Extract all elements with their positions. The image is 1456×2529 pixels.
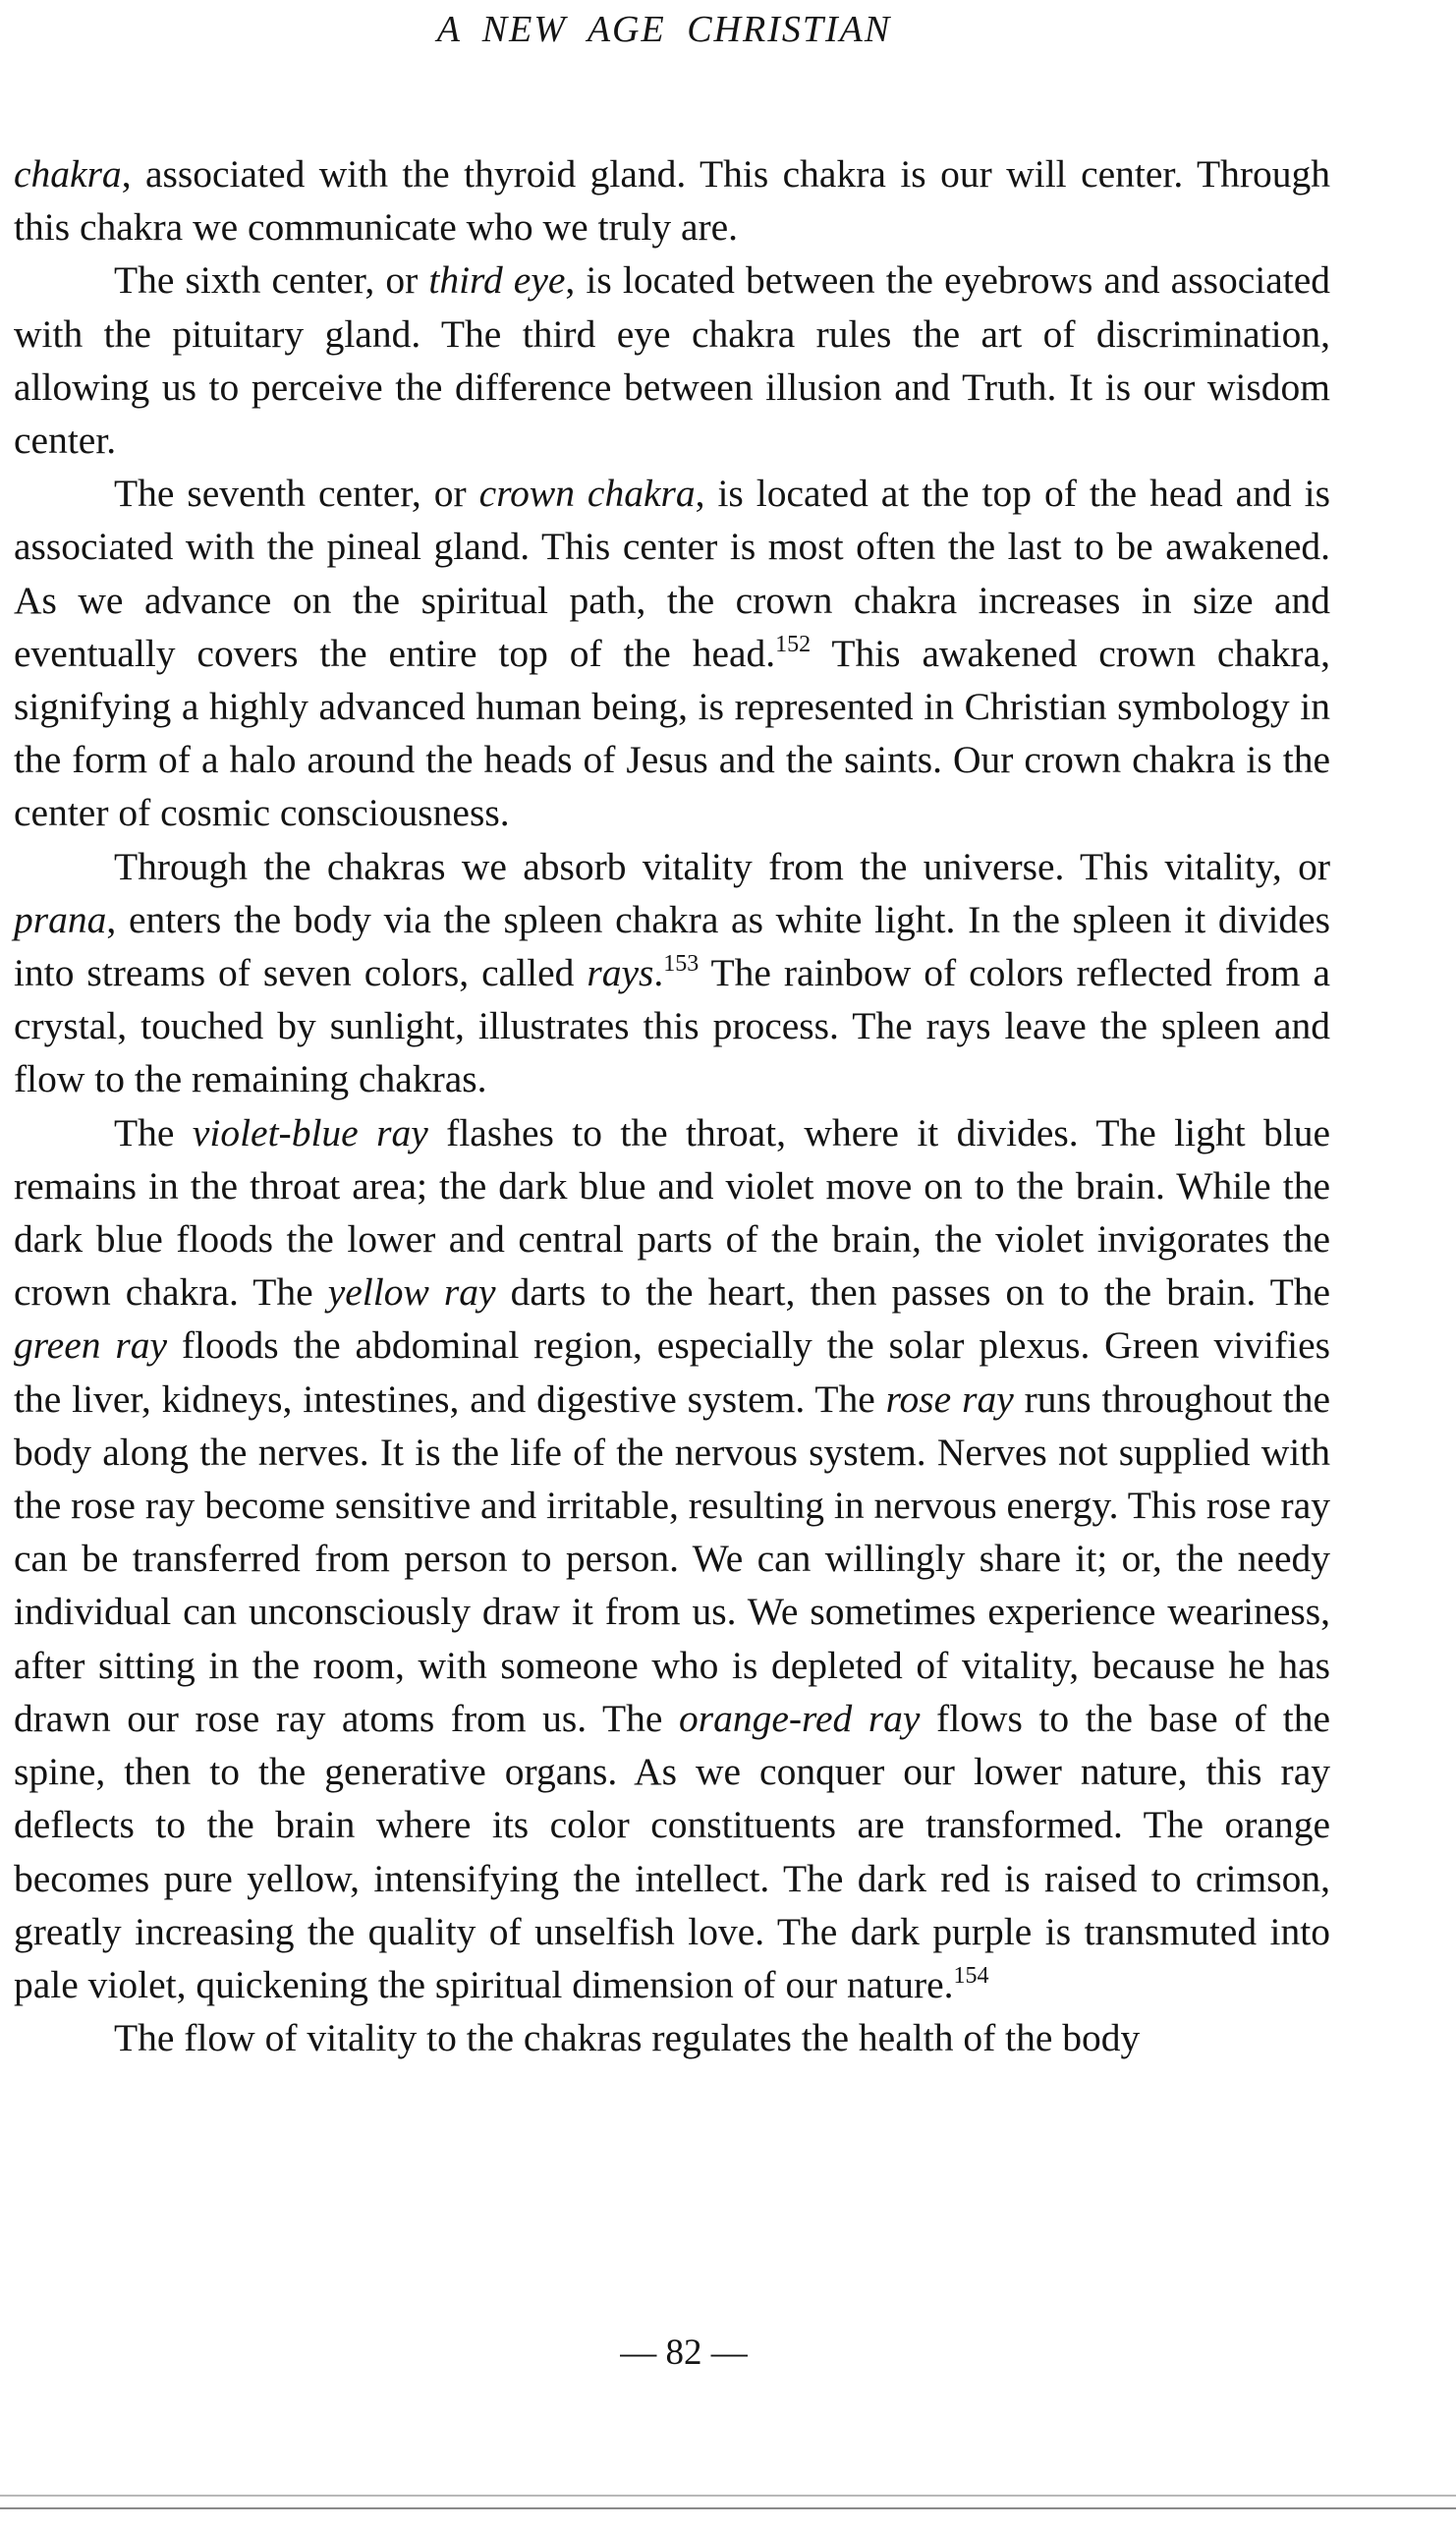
text-run: The flow of vitality to the chakras regulates the health of the body xyxy=(114,2016,1141,2060)
paragraph xyxy=(14,147,1330,253)
text-run: This awakened crown chakra, signifying a highly advanced human being, is represented in Christian symbology in the form of a halo around the heads of Jesus and the saints. Our crown chakra is the center of cosmic consciousness. xyxy=(14,631,1330,835)
text-run: , associated with the thyroid gland. This chakra is our will center. Through this chakra we communicate who we truly are. xyxy=(14,152,1330,250)
emphasized-term: green ray xyxy=(14,1323,167,1368)
scan-edge-line xyxy=(0,2495,1456,2497)
footnote-reference: 153 xyxy=(663,951,700,978)
text-run: , enters the body via the spleen chakra as white light. In the spleen it divides into streams of seven colors, called xyxy=(14,897,1330,995)
text-run: flashes to the throat, where it divides. The light blue remains in the throat area; the dark blue and violet move on to the brain. While the dark blue floods the lower and central parts of the brain, the violet invigorates the crown chakra. The xyxy=(14,1110,1330,1315)
emphasized-term: rays xyxy=(587,951,654,995)
paragraph xyxy=(14,2011,1330,2064)
paragraph xyxy=(14,840,1330,1106)
text-run: The xyxy=(114,1110,193,1154)
text-run: , is located between the eyebrows and associated with the pituitary gland. The third eye chakra rules the art of discrimination, allowing us to perceive the difference between illusion and Truth. It is our wisdom center. xyxy=(14,258,1330,463)
text-run: The rainbow of colors reflected from a crystal, touched by sunlight, illustrates this process. The rays leave the spleen and flow to the remaining chakras. xyxy=(14,951,1330,1101)
text-run: flows to the base of the spine, then to the generative organs. As we conquer our lower nature, this ray deflects to the brain where its color constituents are transformed. The orange becomes pure yellow, intensifying the intellect. The dark red is raised to crimson, greatly increasing the quality of unselfish love. The dark purple is transmuted into pale violet, quickening the spiritual dimension of our nature. xyxy=(14,1696,1331,2006)
paragraph xyxy=(14,253,1330,467)
emphasized-term: prana xyxy=(14,897,107,941)
text-run: The sixth center, or xyxy=(114,258,429,303)
running-head: A NEW AGE CHRISTIAN xyxy=(436,9,892,50)
emphasized-term: orange-red ray xyxy=(679,1696,921,1740)
emphasized-term: crown chakra xyxy=(478,472,696,516)
emphasized-term: chakra xyxy=(14,152,122,196)
text-run: . xyxy=(653,951,664,995)
footnote-reference: 154 xyxy=(953,1962,989,1989)
text-run: runs throughout the body along the nerves. It is the life of the nervous system. Nerves not supplied with the rose ray become sensitive and irritable, resulting in nervous energy. This rose ray can be transferred from person to person. We can willingly share it; or, the needy individual can unconsciously draw it from us. We sometimes experience weariness, after sitting in the room, with someone who is depleted of vitality, because he has drawn our rose ray atoms from us. The xyxy=(14,1377,1330,1740)
text-run: Through the chakras we absorb vitality from the universe. This vitality, or xyxy=(114,844,1330,888)
emphasized-term: yellow ray xyxy=(327,1270,496,1315)
emphasized-term: violet-blue ray xyxy=(192,1110,428,1154)
emphasized-term: rose ray xyxy=(885,1377,1014,1421)
text-run: , is located at the top of the head and is associated with the pineal gland. This center is most often the last to be awakened. As we advance on the spiritual path, the crown chakra increases in size and eventually covers the entire top of the head. xyxy=(14,472,1330,675)
emphasized-term: third eye xyxy=(428,258,566,303)
text-run: floods the abdominal region, especially the solar plexus. Green vivifies the liver, kidneys, intestines, and digestive system. The xyxy=(14,1323,1331,1421)
page-number: — 82 — xyxy=(620,2332,748,2373)
paragraph xyxy=(14,467,1330,839)
body-text xyxy=(14,147,1330,2064)
text-run: darts to the heart, then passes on to the brain. The xyxy=(495,1270,1330,1315)
text-run: The seventh center, or xyxy=(114,472,479,516)
scan-edge-line xyxy=(0,2507,1456,2509)
paragraph xyxy=(14,1106,1330,2011)
footnote-reference: 152 xyxy=(775,631,812,657)
